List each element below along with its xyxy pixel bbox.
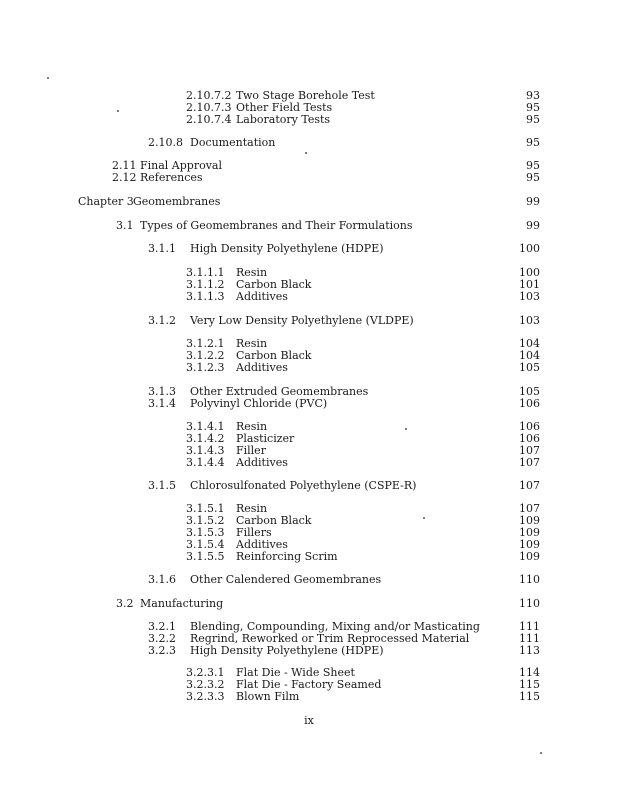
toc-entry: [0, 550, 618, 564]
toc-section-number: 3.2.3: [148, 644, 176, 657]
toc-section-title: Plasticizer: [236, 432, 295, 445]
toc-entry: [0, 573, 618, 587]
toc-section-title: Flat Die - Factory Seamed: [236, 678, 382, 691]
toc-section-title: Final Approval: [140, 159, 223, 172]
toc-section-number: 3.2.3.3: [186, 690, 225, 703]
toc-entry: [0, 314, 618, 328]
toc-section-title: Chlorosulfonated Polyethylene (CSPE-R): [190, 479, 417, 492]
toc-section-number: 3.1.5.1: [186, 502, 225, 515]
toc-page-number: 105: [519, 361, 540, 374]
scan-speck: [305, 152, 307, 154]
toc-page-number: 110: [519, 597, 540, 610]
toc-section-number: 3.1.5.4: [186, 538, 225, 551]
toc-page-number: 107: [519, 444, 540, 457]
toc-section-title: Resin: [236, 266, 268, 279]
scan-speck: [405, 428, 407, 430]
toc-entry: [0, 219, 618, 233]
toc-section-number: 3.1.5.3: [186, 526, 225, 539]
toc-page-number: 101: [519, 278, 540, 291]
toc-section-title: Manufacturing: [140, 597, 224, 610]
toc-section-number: 2.12: [112, 171, 137, 184]
toc-page-number: 100: [519, 266, 540, 279]
toc-page-number: 106: [519, 432, 540, 445]
toc-section-number: 3.1.4: [148, 397, 176, 410]
toc-page-number: 114: [519, 666, 540, 679]
toc-page-number: 99: [526, 219, 540, 232]
toc-section-title: Documentation: [190, 136, 276, 149]
toc-section-number: 3.2.2: [148, 632, 176, 645]
toc-section-number: 3.1.1.3: [186, 290, 225, 303]
toc-section-title: High Density Polyethylene (HDPE): [190, 644, 384, 657]
toc-page-number: 109: [519, 526, 540, 539]
toc-entry: [0, 397, 618, 411]
toc-page-number: 113: [519, 644, 540, 657]
toc-page-number: 107: [519, 456, 540, 469]
toc-page-number: 110: [519, 573, 540, 586]
toc-section-number: 3.1.2: [148, 314, 176, 327]
toc-section-number: 3.1.3: [148, 385, 176, 398]
toc-section-number: 3.1.4.1: [186, 420, 225, 433]
toc-section-title: Regrind, Reworked or Trim Reprocessed Material: [190, 632, 470, 645]
toc-section-number: 3.2.1: [148, 620, 176, 633]
toc-section-title: Carbon Black: [236, 349, 312, 362]
toc-section-number: 2.10.7.4: [186, 113, 232, 126]
toc-page-number: 93: [526, 89, 540, 102]
toc-page-number: 107: [519, 479, 540, 492]
toc-section-number: 3.1.1.2: [186, 278, 225, 291]
scan-speck: [117, 110, 119, 112]
toc-entry: [0, 242, 618, 256]
toc-section-number: 3.1.1: [148, 242, 176, 255]
toc-section-number: 3.1.5.5: [186, 550, 225, 563]
toc-entry: [0, 479, 618, 493]
toc-page-number: 109: [519, 538, 540, 551]
toc-section-number: 3.1.2.2: [186, 349, 225, 362]
toc-section-title: High Density Polyethylene (HDPE): [190, 242, 384, 255]
toc-section-title: Additives: [236, 456, 288, 469]
toc-section-title: Other Calendered Geomembranes: [190, 573, 382, 586]
toc-section-number: Chapter 3: [78, 195, 134, 208]
toc-section-title: Carbon Black: [236, 278, 312, 291]
toc-page-number: 111: [519, 620, 540, 633]
toc-section-number: 3.2.3.2: [186, 678, 225, 691]
toc-section-title: Two Stage Borehole Test: [236, 89, 375, 102]
toc-section-number: 3.1: [116, 219, 134, 232]
toc-page-number: 115: [519, 678, 540, 691]
toc-section-title: Additives: [236, 361, 288, 374]
toc-section-number: 3.2: [116, 597, 134, 610]
toc-section-number: 3.1.1.1: [186, 266, 225, 279]
toc-section-number: 3.1.4.3: [186, 444, 225, 457]
toc-section-title: Filler: [236, 444, 266, 457]
toc-section-title: Reinforcing Scrim: [236, 550, 338, 563]
scan-speck: [540, 752, 542, 754]
toc-section-number: 3.1.5: [148, 479, 176, 492]
toc-entry: [0, 195, 618, 209]
toc-section-number: 2.10.7.3: [186, 101, 232, 114]
toc-section-title: Blown Film: [236, 690, 300, 703]
toc-entry: [0, 171, 618, 185]
toc-page-number: 109: [519, 514, 540, 527]
toc-section-number: 3.2.3.1: [186, 666, 225, 679]
scan-speck: [47, 77, 49, 79]
toc-section-number: 3.1.5.2: [186, 514, 225, 527]
toc-page-number: 95: [526, 159, 540, 172]
toc-page-number: 103: [519, 314, 540, 327]
toc-section-title: Other Field Tests: [236, 101, 333, 114]
toc-page-number: 100: [519, 242, 540, 255]
toc-section-title: Flat Die - Wide Sheet: [236, 666, 355, 679]
toc-section-title: Polyvinyl Chloride (PVC): [190, 397, 328, 410]
toc-page-number: 95: [526, 136, 540, 149]
toc-page-number: 106: [519, 397, 540, 410]
toc-entry: [0, 290, 618, 304]
toc-entry: [0, 597, 618, 611]
toc-page-number: 95: [526, 113, 540, 126]
page-number: ix: [304, 714, 314, 727]
toc-section-title: Types of Geomembranes and Their Formulations: [140, 219, 413, 232]
toc-section-title: Other Extruded Geomembranes: [190, 385, 369, 398]
toc-page-number: 111: [519, 632, 540, 645]
toc-section-number: 3.1.2.3: [186, 361, 225, 374]
toc-section-number: 3.1.6: [148, 573, 176, 586]
toc-section-title: Fillers: [236, 526, 272, 539]
toc-section-number: 3.1.4.4: [186, 456, 225, 469]
toc-page-number: 95: [526, 171, 540, 184]
toc-page-number: 104: [519, 349, 540, 362]
toc-section-title: Additives: [236, 538, 288, 551]
toc-entry: [0, 113, 618, 127]
toc-entry: [0, 361, 618, 375]
toc-page-number: 95: [526, 101, 540, 114]
toc-section-title: Carbon Black: [236, 514, 312, 527]
toc-entry: [0, 456, 618, 470]
toc-page-number: 99: [526, 195, 540, 208]
toc-section-title: Geomembranes: [133, 195, 221, 208]
toc-page-number: 105: [519, 385, 540, 398]
scan-speck: [423, 517, 425, 519]
toc-section-title: Resin: [236, 502, 268, 515]
toc-section-number: 3.1.4.2: [186, 432, 225, 445]
toc-section-number: 2.11: [112, 159, 137, 172]
toc-entry: [0, 644, 618, 658]
toc-section-title: Laboratory Tests: [236, 113, 331, 126]
toc-section-title: Resin: [236, 337, 268, 350]
toc-page-number: 115: [519, 690, 540, 703]
toc-section-number: 2.10.7.2: [186, 89, 232, 102]
toc-section-title: Resin: [236, 420, 268, 433]
toc-page-number: 106: [519, 420, 540, 433]
toc-page-number: 109: [519, 550, 540, 563]
toc-page-number: 107: [519, 502, 540, 515]
toc-section-number: 3.1.2.1: [186, 337, 225, 350]
toc-page-number: 103: [519, 290, 540, 303]
toc-section-title: Blending, Compounding, Mixing and/or Masticating: [190, 620, 480, 633]
toc-section-title: Additives: [236, 290, 288, 303]
toc-page-number: 104: [519, 337, 540, 350]
toc-entry: [0, 690, 618, 704]
toc-entry: [0, 136, 618, 150]
toc-section-title: Very Low Density Polyethylene (VLDPE): [190, 314, 414, 327]
toc-section-number: 2.10.8: [148, 136, 183, 149]
toc-section-title: References: [140, 171, 203, 184]
